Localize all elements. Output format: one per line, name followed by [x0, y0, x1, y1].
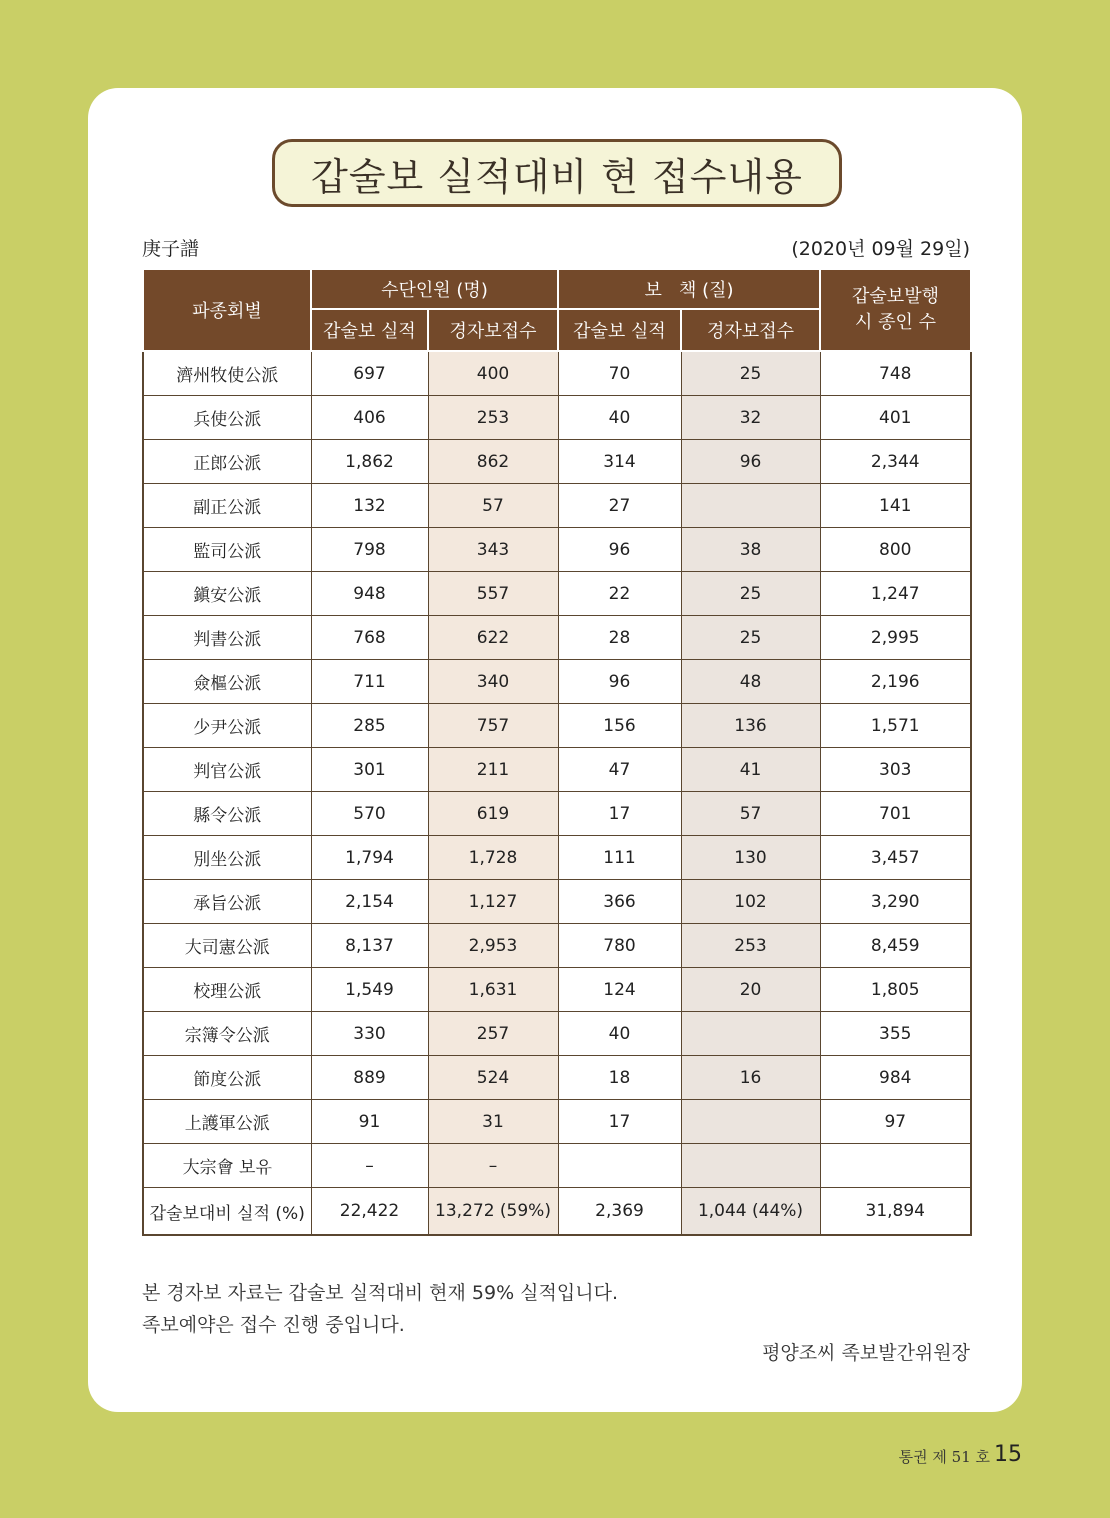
value-cell: 1,247 — [820, 572, 971, 616]
branch-name-cell: 上護軍公派 — [143, 1100, 311, 1144]
value-cell: 285 — [311, 704, 428, 748]
branch-name-cell: 承旨公派 — [143, 880, 311, 924]
genealogy-label: 庚子譜 — [142, 238, 200, 260]
table-row — [143, 1056, 971, 1100]
value-cell: 156 — [558, 704, 681, 748]
value-cell: 524 — [428, 1056, 558, 1100]
table-row — [143, 1144, 971, 1188]
value-cell: 27 — [558, 484, 681, 528]
header-gyeongja-people: 경자보접수 — [428, 309, 558, 351]
value-cell: 8,459 — [820, 924, 971, 968]
value-cell: 8,137 — [311, 924, 428, 968]
header-gapsul-people: 갑술보 실적 — [311, 309, 428, 351]
value-cell: 17 — [558, 792, 681, 836]
note-line-2: 족보예약은 접수 진행 중입니다. — [142, 1314, 405, 1336]
value-cell: 2,369 — [558, 1188, 681, 1236]
table-row — [143, 792, 971, 836]
header-gyeongja-books: 경자보접수 — [681, 309, 820, 351]
value-cell: 22 — [558, 572, 681, 616]
value-cell: 31 — [428, 1100, 558, 1144]
value-cell: 111 — [558, 836, 681, 880]
value-cell — [681, 1012, 820, 1056]
table-row — [143, 924, 971, 968]
value-cell: 340 — [428, 660, 558, 704]
branch-name-cell: 校理公派 — [143, 968, 311, 1012]
value-cell — [681, 484, 820, 528]
content-card — [88, 88, 1022, 1412]
value-cell: 41 — [681, 748, 820, 792]
value-cell: 2,344 — [820, 440, 971, 484]
value-cell: 570 — [311, 792, 428, 836]
value-cell: – — [311, 1144, 428, 1188]
table-row — [143, 572, 971, 616]
value-cell: 768 — [311, 616, 428, 660]
value-cell: 701 — [820, 792, 971, 836]
value-cell: 984 — [820, 1056, 971, 1100]
value-cell: 96 — [558, 528, 681, 572]
header-gapsul-books: 갑술보 실적 — [558, 309, 681, 351]
value-cell: 1,631 — [428, 968, 558, 1012]
value-cell: 70 — [558, 351, 681, 396]
table-row — [143, 836, 971, 880]
value-cell: 96 — [681, 440, 820, 484]
value-cell: 57 — [428, 484, 558, 528]
reception-table — [142, 268, 972, 1236]
value-cell: 1,862 — [311, 440, 428, 484]
value-cell: 25 — [681, 572, 820, 616]
value-cell: 57 — [681, 792, 820, 836]
value-cell: 301 — [311, 748, 428, 792]
value-cell: 2,995 — [820, 616, 971, 660]
value-cell: 32 — [681, 396, 820, 440]
value-cell: 48 — [681, 660, 820, 704]
header-books-group: 보 책 (질) — [558, 269, 820, 309]
value-cell: 96 — [558, 660, 681, 704]
header-people-group: 수단인원 (명) — [311, 269, 558, 309]
branch-name-cell: 少尹公派 — [143, 704, 311, 748]
table-row — [143, 968, 971, 1012]
table-row — [143, 396, 971, 440]
branch-name-cell: 副正公派 — [143, 484, 311, 528]
value-cell: 20 — [681, 968, 820, 1012]
value-cell — [681, 1144, 820, 1188]
value-cell: 3,457 — [820, 836, 971, 880]
value-cell: 355 — [820, 1012, 971, 1056]
value-cell: 257 — [428, 1012, 558, 1056]
value-cell: 38 — [681, 528, 820, 572]
value-cell: 132 — [311, 484, 428, 528]
table-row — [143, 1012, 971, 1056]
value-cell: – — [428, 1144, 558, 1188]
value-cell — [681, 1100, 820, 1144]
value-cell: 1,805 — [820, 968, 971, 1012]
value-cell: 889 — [311, 1056, 428, 1100]
value-cell: 748 — [820, 351, 971, 396]
value-cell: 401 — [820, 396, 971, 440]
value-cell: 330 — [311, 1012, 428, 1056]
value-cell: 366 — [558, 880, 681, 924]
note-line-1: 본 경자보 자료는 갑술보 실적대비 현재 59% 실적입니다. — [142, 1282, 618, 1304]
branch-name-cell: 正郎公派 — [143, 440, 311, 484]
branch-name-cell: 節度公派 — [143, 1056, 311, 1100]
table-row — [143, 351, 971, 396]
value-cell: 303 — [820, 748, 971, 792]
table-row — [143, 528, 971, 572]
value-cell: 47 — [558, 748, 681, 792]
value-cell: 800 — [820, 528, 971, 572]
branch-name-cell: 갑술보대비 실적 (%) — [143, 1188, 311, 1236]
value-cell: 622 — [428, 616, 558, 660]
branch-name-cell: 宗簿令公派 — [143, 1012, 311, 1056]
branch-name-cell: 大司憲公派 — [143, 924, 311, 968]
value-cell: 798 — [311, 528, 428, 572]
value-cell: 136 — [681, 704, 820, 748]
branch-name-cell: 鎭安公派 — [143, 572, 311, 616]
value-cell: 2,154 — [311, 880, 428, 924]
value-cell: 1,044 (44%) — [681, 1188, 820, 1236]
page-title: 갑술보 실적대비 현 접수내용 — [272, 139, 842, 207]
value-cell: 253 — [428, 396, 558, 440]
branch-name-cell: 大宗會 보유 — [143, 1144, 311, 1188]
table-row — [143, 704, 971, 748]
value-cell — [558, 1144, 681, 1188]
value-cell: 3,290 — [820, 880, 971, 924]
value-cell: 400 — [428, 351, 558, 396]
page-number: 15 — [994, 1442, 1022, 1467]
value-cell: 406 — [311, 396, 428, 440]
value-cell: 557 — [428, 572, 558, 616]
signature: 평양조씨 족보발간위원장 — [762, 1342, 970, 1364]
table-row — [143, 1100, 971, 1144]
value-cell: 102 — [681, 880, 820, 924]
value-cell: 1,571 — [820, 704, 971, 748]
value-cell: 91 — [311, 1100, 428, 1144]
value-cell: 31,894 — [820, 1188, 971, 1236]
value-cell: 780 — [558, 924, 681, 968]
value-cell: 697 — [311, 351, 428, 396]
value-cell: 253 — [681, 924, 820, 968]
value-cell: 619 — [428, 792, 558, 836]
value-cell: 124 — [558, 968, 681, 1012]
table-body — [143, 351, 971, 1235]
value-cell: 314 — [558, 440, 681, 484]
value-cell: 1,728 — [428, 836, 558, 880]
value-cell — [820, 1144, 971, 1188]
value-cell: 211 — [428, 748, 558, 792]
value-cell: 862 — [428, 440, 558, 484]
value-cell: 2,196 — [820, 660, 971, 704]
table-row — [143, 748, 971, 792]
header-issue-count: 갑술보발행 시 종인 수 — [820, 269, 971, 351]
value-cell: 16 — [681, 1056, 820, 1100]
branch-name-cell: 縣令公派 — [143, 792, 311, 836]
value-cell: 711 — [311, 660, 428, 704]
issue-footer: 통권 제 51 호 — [898, 1448, 990, 1466]
table-row — [143, 440, 971, 484]
branch-name-cell: 僉樞公派 — [143, 660, 311, 704]
value-cell: 141 — [820, 484, 971, 528]
branch-name-cell: 判官公派 — [143, 748, 311, 792]
value-cell: 17 — [558, 1100, 681, 1144]
value-cell: 1,549 — [311, 968, 428, 1012]
value-cell: 40 — [558, 1012, 681, 1056]
value-cell: 2,953 — [428, 924, 558, 968]
value-cell: 97 — [820, 1100, 971, 1144]
table-row — [143, 880, 971, 924]
value-cell: 18 — [558, 1056, 681, 1100]
table-row — [143, 484, 971, 528]
value-cell: 25 — [681, 616, 820, 660]
value-cell: 28 — [558, 616, 681, 660]
table-row — [143, 616, 971, 660]
report-date: (2020년 09월 29일) — [791, 238, 970, 260]
value-cell: 1,794 — [311, 836, 428, 880]
value-cell: 343 — [428, 528, 558, 572]
branch-name-cell: 監司公派 — [143, 528, 311, 572]
value-cell: 130 — [681, 836, 820, 880]
branch-name-cell: 別坐公派 — [143, 836, 311, 880]
header-branch: 파종회별 — [143, 269, 311, 351]
table-row — [143, 660, 971, 704]
branch-name-cell: 兵使公派 — [143, 396, 311, 440]
value-cell: 40 — [558, 396, 681, 440]
value-cell: 948 — [311, 572, 428, 616]
value-cell: 25 — [681, 351, 820, 396]
value-cell: 13,272 (59%) — [428, 1188, 558, 1236]
value-cell: 22,422 — [311, 1188, 428, 1236]
branch-name-cell: 濟州牧使公派 — [143, 351, 311, 396]
value-cell: 757 — [428, 704, 558, 748]
value-cell: 1,127 — [428, 880, 558, 924]
branch-name-cell: 判書公派 — [143, 616, 311, 660]
table-row — [143, 1188, 971, 1236]
